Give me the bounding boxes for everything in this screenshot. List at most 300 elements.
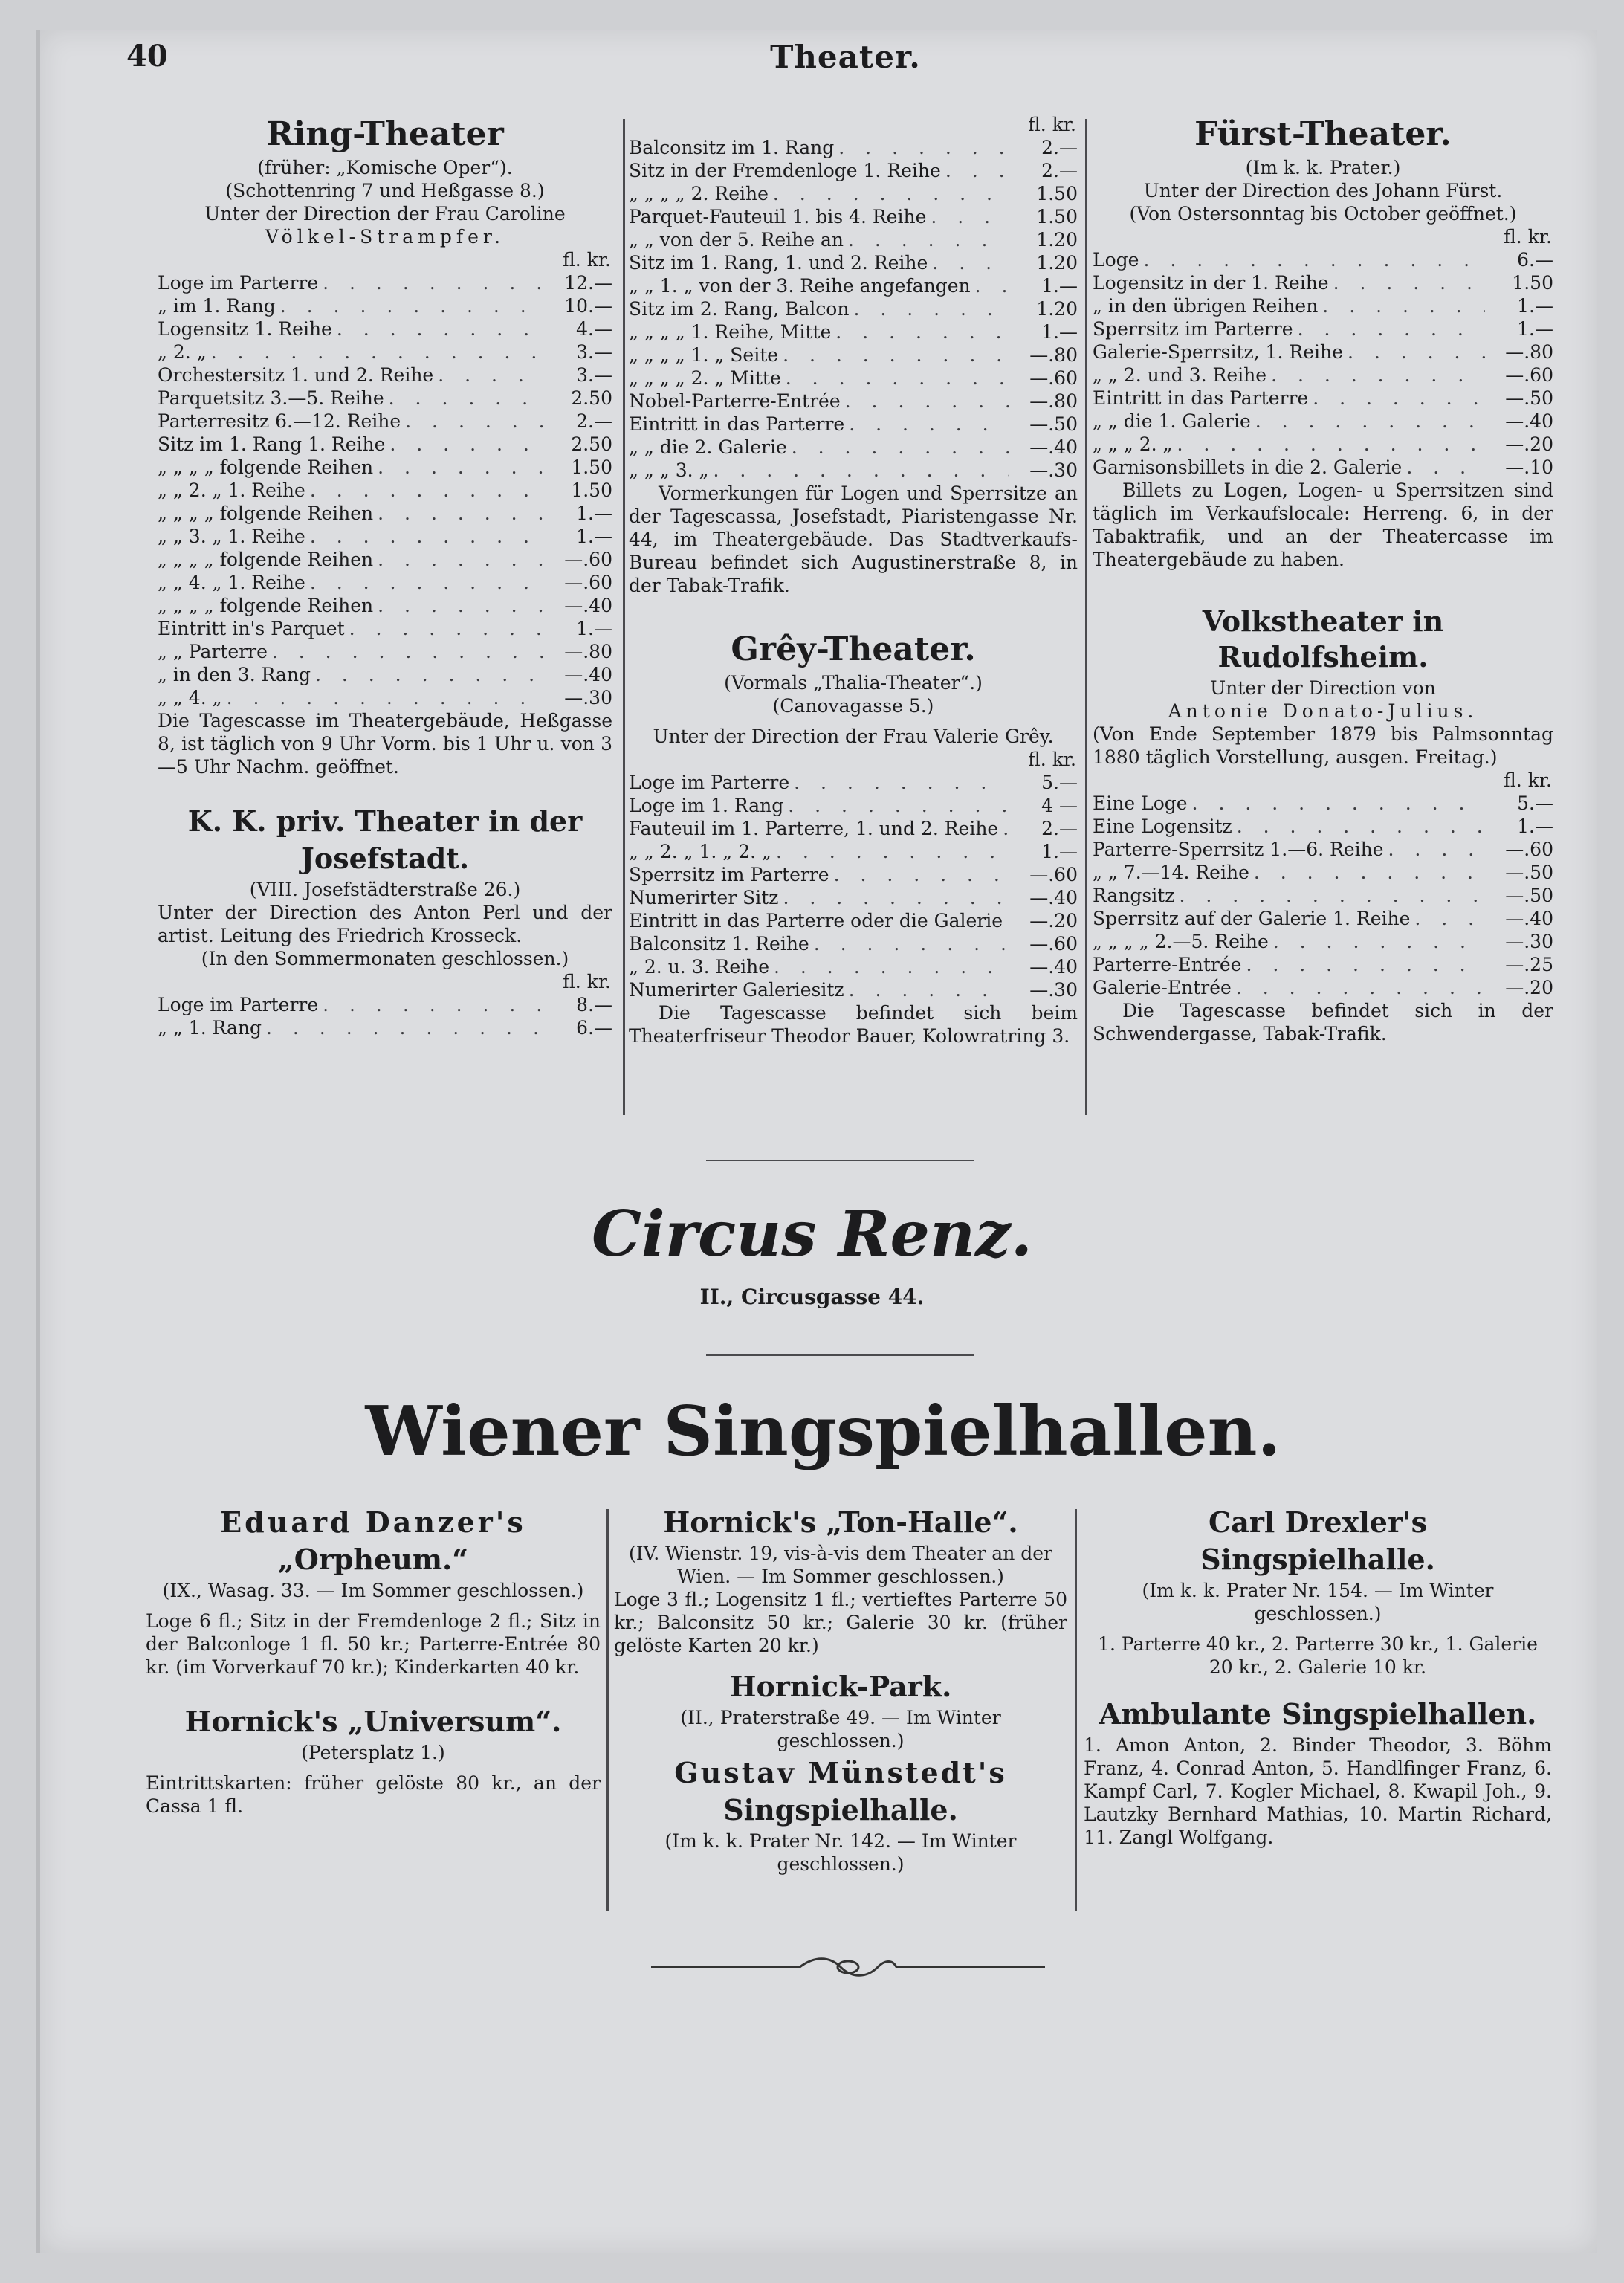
price-value: 5.— bbox=[1041, 772, 1078, 793]
leader-dots bbox=[788, 794, 1009, 817]
volks-row bbox=[1093, 976, 1553, 999]
ring-row bbox=[158, 640, 612, 663]
grey-row bbox=[629, 886, 1078, 909]
josef-row bbox=[158, 993, 612, 1016]
muenstedt-title: Gustav Münstedt's bbox=[674, 1756, 1007, 1789]
ornament-divider bbox=[651, 1952, 1045, 1982]
josef-row bbox=[158, 1016, 612, 1039]
josefstadt-season: (In den Sommermonaten geschlossen.) bbox=[201, 948, 569, 969]
price-label: Eine Logensitz bbox=[1093, 816, 1232, 837]
leader-dots bbox=[310, 525, 544, 548]
price-value: —.60 bbox=[1505, 839, 1553, 860]
price-value: 1.— bbox=[1517, 816, 1553, 837]
price-label: Sitz im 2. Rang, Balcon bbox=[629, 298, 850, 320]
ambulant-list: 1. Amon Anton, 2. Binder Theodor, 3. Böhm Franz, 4. Conrad Anton, 5. Handlfinger Franz, 6. Kampf Carl, 7. Kogler Michael, 8. Kwapil Joh., 9. Lautzky Bernhard Mathias, 10. Martin Richard, 11. Zangl Wolfgang. bbox=[1084, 1734, 1552, 1848]
leader-dots bbox=[1333, 271, 1485, 294]
leader-dots bbox=[310, 479, 544, 502]
price-value: 3.— bbox=[576, 341, 612, 363]
josefstadt-price-list bbox=[158, 993, 612, 1039]
leader-dots bbox=[838, 136, 1009, 159]
fuerst-row bbox=[1093, 364, 1553, 387]
volks-row bbox=[1093, 884, 1553, 907]
josefstadt-title-2: Josefstadt. bbox=[300, 842, 470, 875]
tonhalle-prices: Loge 3 fl.; Logensitz 1 fl.; vertieftes Parterre 50 kr.; Balconsitz 50 kr.; Galerie 30 kr. (früher gelöste Karten 20 kr.) bbox=[614, 1589, 1067, 1656]
price-label: Orchestersitz 1. und 2. Reihe bbox=[158, 364, 434, 386]
price-value: —.40 bbox=[1029, 956, 1078, 978]
fuerst-theater-title: Fürst-Theater. bbox=[1194, 115, 1452, 153]
ring-subtitle: (früher: „Komische Oper“). bbox=[257, 157, 513, 178]
leader-dots bbox=[792, 436, 1009, 459]
price-label: „ „ 3. „ 1. Reihe bbox=[158, 526, 305, 547]
price-label: Sperrsitz im Parterre bbox=[629, 864, 829, 885]
mid-row bbox=[629, 297, 1078, 320]
price-label: Numerirter Galeriesitz bbox=[629, 979, 844, 1001]
price-label: „ „ 7.—14. Reihe bbox=[1093, 862, 1249, 883]
josefstadt-booking-note: Vormerkungen für Logen und Sperrsitze an der Tagescassa, Josefstadt, Piaristengasse Nr. 44, im Theatergebäude. Das Stadtverkaufs-Bureau befindet sich Augustinerstraße 8, in der Tabak-Trafik. bbox=[629, 482, 1078, 596]
fuerst-row bbox=[1093, 294, 1553, 317]
price-value: —.60 bbox=[1029, 864, 1078, 885]
leader-dots bbox=[211, 340, 544, 364]
muenstedt-address: (Im k. k. Prater Nr. 142. — Im Winter geschlossen.) bbox=[664, 1830, 1017, 1875]
price-value: 1.— bbox=[576, 526, 612, 547]
grey-subtitle: (Vormals „Thalia-Theater“.) bbox=[724, 672, 983, 694]
grey-row bbox=[629, 978, 1078, 1001]
leader-dots bbox=[932, 251, 1009, 274]
column-rule bbox=[623, 119, 625, 1115]
price-value: —.40 bbox=[564, 595, 612, 616]
price-value: 2.50 bbox=[571, 433, 612, 455]
price-value: 12.— bbox=[564, 272, 612, 294]
price-label: Garnisonsbillets in die 2. Galerie bbox=[1093, 456, 1403, 478]
price-label: „ „ „ 2. „ bbox=[1093, 433, 1173, 455]
price-label: Rangsitz bbox=[1093, 885, 1175, 906]
ring-row bbox=[158, 502, 612, 525]
price-value: —.60 bbox=[564, 549, 612, 570]
leader-dots bbox=[1313, 387, 1485, 410]
mid-row bbox=[629, 136, 1078, 159]
price-value: 6.— bbox=[1517, 249, 1553, 271]
ring-row bbox=[158, 340, 612, 364]
fuerst-row bbox=[1093, 340, 1553, 364]
price-label: Sperrsitz auf der Galerie 1. Reihe bbox=[1093, 908, 1411, 929]
mid-row bbox=[629, 390, 1078, 413]
leader-dots bbox=[1255, 410, 1485, 433]
price-label: Numerirter Sitz bbox=[629, 887, 779, 908]
leader-dots bbox=[1298, 317, 1485, 340]
leader-dots bbox=[315, 663, 544, 686]
leader-dots bbox=[786, 366, 1009, 390]
price-value: —.80 bbox=[1029, 390, 1078, 412]
price-label: Parquet-Fauteuil 1. bis 4. Reihe bbox=[629, 206, 927, 227]
singspiel-middle-column bbox=[614, 1502, 1067, 1876]
leader-dots bbox=[1007, 909, 1009, 932]
leader-dots bbox=[849, 978, 1009, 1001]
orpheum-title: „Orpheum.“ bbox=[277, 1543, 469, 1576]
tonhalle-title: Hornick's „Ton-Halle“. bbox=[663, 1505, 1018, 1539]
circus-renz-title: Circus Renz. bbox=[591, 1197, 1033, 1270]
price-label: „ in den übrigen Reihen bbox=[1093, 295, 1319, 317]
price-unit-header: fl. kr. bbox=[563, 971, 611, 992]
grey-row bbox=[629, 771, 1078, 794]
leader-dots bbox=[845, 390, 1009, 413]
running-head: Theater. bbox=[770, 39, 921, 75]
price-value: 1.20 bbox=[1036, 252, 1078, 274]
price-label: Loge im Parterre bbox=[629, 772, 790, 793]
price-value: —.30 bbox=[1505, 931, 1553, 952]
drexler-address: (Im k. k. Prater Nr. 154. — Im Winter geschlossen.) bbox=[1142, 1580, 1494, 1624]
price-label: Parterre-Entrée bbox=[1093, 954, 1242, 975]
leader-dots bbox=[1348, 340, 1485, 364]
price-label: „ „ die 1. Galerie bbox=[1093, 410, 1251, 432]
price-value: —.10 bbox=[1505, 456, 1553, 478]
leader-dots bbox=[378, 502, 544, 525]
ring-row bbox=[158, 433, 612, 456]
price-label: Balconsitz 1. Reihe bbox=[629, 933, 809, 955]
price-value: 10.— bbox=[564, 295, 612, 317]
volkstheater-price-list bbox=[1093, 792, 1553, 999]
fuerst-season: (Von Ostersonntag bis October geöffnet.) bbox=[1129, 203, 1517, 225]
volks-row bbox=[1093, 907, 1553, 930]
price-label: Balconsitz im 1. Rang bbox=[629, 137, 835, 158]
drexler-subtitle: Singspielhalle. bbox=[1200, 1543, 1435, 1576]
price-value: 2.— bbox=[576, 410, 612, 432]
price-label: Parterre-Sperrsitz 1.—6. Reihe bbox=[1093, 839, 1384, 860]
price-value: —.30 bbox=[1029, 979, 1078, 1001]
mid-row bbox=[629, 159, 1078, 182]
leader-dots bbox=[310, 571, 544, 594]
price-value: —.40 bbox=[1029, 436, 1078, 458]
ring-address: (Schottenring 7 und Heßgasse 8.) bbox=[225, 180, 545, 201]
universum-address: (Petersplatz 1.) bbox=[301, 1742, 445, 1763]
fuerst-row bbox=[1093, 410, 1553, 433]
price-unit-header: fl. kr. bbox=[1504, 769, 1552, 791]
ring-row bbox=[158, 456, 612, 479]
price-value: 5.— bbox=[1517, 792, 1553, 814]
price-label: Nobel-Parterre-Entrée bbox=[629, 390, 841, 412]
josefstadt-direction: Unter der Direction des Anton Perl und der artist. Leitung des Friedrich Krosseck. bbox=[158, 902, 612, 946]
singspiel-right-column bbox=[1084, 1502, 1552, 1849]
josefstadt-title-1: K. K. priv. Theater in der bbox=[187, 804, 583, 838]
price-value: —.20 bbox=[1505, 433, 1553, 455]
price-value: 4 — bbox=[1041, 795, 1078, 816]
leader-dots bbox=[349, 617, 544, 640]
leader-dots bbox=[1177, 433, 1485, 456]
fuerst-row bbox=[1093, 433, 1553, 456]
mid-row bbox=[629, 182, 1078, 205]
ring-row bbox=[158, 410, 612, 433]
price-label: Sperrsitz im Parterre bbox=[1093, 318, 1293, 340]
mid-row bbox=[629, 274, 1078, 297]
price-label: „ „ „ „ folgende Reihen bbox=[158, 549, 374, 570]
fuerst-row bbox=[1093, 248, 1553, 271]
volkstheater-direction: Unter der Direction von bbox=[1210, 677, 1436, 699]
price-label: Eintritt in's Parquet bbox=[158, 618, 345, 639]
price-label: Parquetsitz 3.—5. Reihe bbox=[158, 387, 384, 409]
leader-dots bbox=[280, 294, 544, 317]
price-value: 3.— bbox=[576, 364, 612, 386]
orpheum-prices: Loge 6 fl.; Sitz in der Fremdenloge 2 fl.; Sitz in der Balconloge 1 fl. 50 kr.; Parterre-Entrée 80 kr. (im Vorverkauf 70 kr.); Kinderkarten 40 kr. bbox=[146, 1610, 601, 1678]
price-value: —.80 bbox=[564, 641, 612, 662]
price-label: Parterresitz 6.—12. Reihe bbox=[158, 410, 401, 432]
price-label: „ „ „ „ folgende Reihen bbox=[158, 595, 374, 616]
grey-row bbox=[629, 863, 1078, 886]
price-value: —.50 bbox=[1029, 413, 1078, 435]
price-label: Galerie-Entrée bbox=[1093, 977, 1232, 998]
price-value: 2.— bbox=[1041, 137, 1078, 158]
mid-row bbox=[629, 366, 1078, 390]
price-value: 2.— bbox=[1041, 818, 1078, 839]
ring-note: Die Tagescasse im Theatergebäude, Heßgasse 8, ist täglich von 9 Uhr Vorm. bis 1 Uhr u. von 3—5 Uhr Nachm. geöffnet. bbox=[158, 710, 612, 778]
leader-dots bbox=[848, 228, 1009, 251]
josefstadt-price-list-continued bbox=[629, 136, 1078, 482]
leader-dots bbox=[945, 159, 1009, 182]
ring-row bbox=[158, 317, 612, 340]
orpheum-address: (IX., Wasag. 33. — Im Sommer geschlossen.) bbox=[162, 1580, 584, 1601]
price-value: 1.50 bbox=[1512, 272, 1553, 294]
leader-dots bbox=[1179, 884, 1485, 907]
price-label: Eintritt in das Parterre bbox=[629, 413, 845, 435]
leader-dots bbox=[1254, 861, 1485, 884]
volks-row bbox=[1093, 838, 1553, 861]
volks-row bbox=[1093, 953, 1553, 976]
leader-dots bbox=[1273, 930, 1485, 953]
price-label: „ 2. u. 3. Reihe bbox=[629, 956, 770, 978]
leader-dots bbox=[1236, 976, 1485, 999]
ring-row bbox=[158, 617, 612, 640]
section-rule bbox=[706, 1160, 974, 1161]
danzer-title: Eduard Danzer's bbox=[220, 1505, 526, 1539]
ring-price-list bbox=[158, 271, 612, 709]
price-label: „ „ 2. „ 1. „ 2. „ bbox=[629, 841, 771, 862]
leader-dots bbox=[794, 771, 1009, 794]
mid-row bbox=[629, 251, 1078, 274]
ring-row bbox=[158, 571, 612, 594]
price-value: —.40 bbox=[1029, 887, 1078, 908]
leader-dots bbox=[774, 955, 1009, 978]
price-value: —.20 bbox=[1505, 977, 1553, 998]
price-label: Sitz in der Fremdenloge 1. Reihe bbox=[629, 160, 941, 181]
price-label: Fauteuil im 1. Parterre, 1. und 2. Reihe bbox=[629, 818, 999, 839]
hornick-park-title: Hornick-Park. bbox=[729, 1670, 952, 1703]
price-label: „ „ „ „ 2. „ Mitte bbox=[629, 367, 781, 389]
volkstheater-title: Volkstheater in Rudolfsheim. bbox=[1202, 604, 1444, 674]
section-rule bbox=[706, 1354, 974, 1356]
tonhalle-address: (IV. Wienstr. 19, vis-à-vis dem Theater an der Wien. — Im Sommer geschlossen.) bbox=[628, 1543, 1053, 1587]
mid-row bbox=[629, 205, 1078, 228]
price-value: —.80 bbox=[1505, 341, 1553, 363]
leader-dots bbox=[272, 640, 544, 663]
price-label: „ 2. „ bbox=[158, 341, 207, 363]
leader-dots bbox=[1246, 953, 1485, 976]
price-value: 1.20 bbox=[1036, 229, 1078, 251]
volkstheater-season: (Von Ende September 1879 bis Palmsonntag 1880 täglich Vorstellung, ausgen. Freitag.) bbox=[1093, 723, 1553, 768]
grey-note: Die Tagescasse befindet sich beim Theaterfriseur Theodor Bauer, Kolowratring 3. bbox=[629, 1002, 1078, 1047]
price-label: Eine Loge bbox=[1093, 792, 1188, 814]
ring-row bbox=[158, 387, 612, 410]
price-label: „ „ 4. „ bbox=[158, 687, 222, 708]
leader-dots bbox=[1003, 817, 1009, 840]
ring-row bbox=[158, 271, 612, 294]
price-label: „ „ 2. und 3. Reihe bbox=[1093, 364, 1267, 386]
leader-dots bbox=[1388, 838, 1485, 861]
mid-row bbox=[629, 228, 1078, 251]
price-value: —.25 bbox=[1505, 954, 1553, 975]
ring-director-name: Völkel-Strampfer. bbox=[265, 226, 505, 248]
price-label: Logensitz in der 1. Reihe bbox=[1093, 272, 1329, 294]
price-label: „ in den 3. Rang bbox=[158, 664, 311, 685]
price-value: 1.50 bbox=[571, 479, 612, 501]
column-rule bbox=[1075, 1509, 1077, 1911]
price-value: 1.50 bbox=[1036, 183, 1078, 204]
leader-dots bbox=[1406, 456, 1485, 479]
price-value: 8.— bbox=[576, 994, 612, 1015]
leader-dots bbox=[773, 182, 1009, 205]
price-value: —.80 bbox=[1029, 344, 1078, 366]
price-value: —.50 bbox=[1505, 862, 1553, 883]
leader-dots bbox=[389, 387, 544, 410]
mid-row bbox=[629, 320, 1078, 343]
muenstedt-subtitle: Singspielhalle. bbox=[723, 1793, 958, 1827]
leader-dots bbox=[1322, 294, 1485, 317]
volkstheater-note: Die Tagescasse befindet sich in der Schwendergasse, Tabak-Trafik. bbox=[1093, 1000, 1553, 1044]
universum-title: Hornick's „Universum“. bbox=[184, 1705, 562, 1738]
price-value: —.30 bbox=[1029, 459, 1078, 481]
leader-dots bbox=[835, 320, 1009, 343]
price-label: „ im 1. Rang bbox=[158, 295, 276, 317]
price-label: „ „ von der 5. Reihe an bbox=[629, 229, 844, 251]
ring-theater-title: Ring-Theater bbox=[266, 115, 504, 153]
volks-row bbox=[1093, 930, 1553, 953]
price-label: „ „ „ „ 2. Reihe bbox=[629, 183, 769, 204]
ring-row bbox=[158, 364, 612, 387]
column-rule bbox=[1085, 119, 1087, 1115]
leader-dots bbox=[1237, 815, 1485, 838]
leader-dots bbox=[1414, 907, 1485, 930]
price-value: 1.— bbox=[1041, 841, 1078, 862]
volks-row bbox=[1093, 792, 1553, 815]
price-value: —.50 bbox=[1505, 885, 1553, 906]
leader-dots bbox=[323, 993, 544, 1016]
price-value: 6.— bbox=[576, 1017, 612, 1039]
price-label: „ „ die 2. Galerie bbox=[629, 436, 787, 458]
mid-row bbox=[629, 413, 1078, 436]
middle-column bbox=[629, 113, 1078, 1047]
price-value: —.60 bbox=[1029, 367, 1078, 389]
page-header bbox=[126, 39, 1565, 83]
grey-row bbox=[629, 909, 1078, 932]
price-value: —.40 bbox=[1505, 908, 1553, 929]
ambulant-title: Ambulante Singspielhallen. bbox=[1099, 1697, 1537, 1731]
left-column bbox=[158, 112, 612, 1039]
price-label: „ „ 1. „ von der 3. Reihe angefangen bbox=[629, 275, 971, 297]
fuerst-row bbox=[1093, 387, 1553, 410]
leader-dots bbox=[853, 297, 1009, 320]
josefstadt-address: (VIII. Josefstädterstraße 26.) bbox=[249, 879, 521, 900]
price-unit-header: fl. kr. bbox=[1028, 749, 1076, 770]
ring-row bbox=[158, 686, 612, 709]
price-label: „ „ Parterre bbox=[158, 641, 268, 662]
ring-row bbox=[158, 594, 612, 617]
price-label: Sitz im 1. Rang, 1. und 2. Reihe bbox=[629, 252, 928, 274]
ring-row bbox=[158, 479, 612, 502]
drexler-prices: 1. Parterre 40 kr., 2. Parterre 30 kr., 1. Galerie 20 kr., 2. Galerie 10 kr. bbox=[1098, 1633, 1538, 1678]
leader-dots bbox=[975, 274, 1009, 297]
leader-dots bbox=[323, 271, 544, 294]
grey-row bbox=[629, 817, 1078, 840]
hornick-park-address: (II., Praterstraße 49. — Im Winter geschlossen.) bbox=[680, 1707, 1001, 1751]
fuerst-price-list bbox=[1093, 248, 1553, 479]
right-column bbox=[1093, 112, 1553, 1045]
drexler-title: Carl Drexler's bbox=[1208, 1505, 1428, 1539]
leader-dots bbox=[849, 413, 1009, 436]
price-value: 1.— bbox=[576, 503, 612, 524]
leader-dots bbox=[1192, 792, 1485, 815]
price-value: —.30 bbox=[564, 687, 612, 708]
price-label: „ „ „ „ 2.—5. Reihe bbox=[1093, 931, 1269, 952]
price-value: 4.— bbox=[576, 318, 612, 340]
price-unit-header: fl. kr. bbox=[563, 249, 611, 271]
fuerst-direction: Unter der Direction des Johann Fürst. bbox=[1143, 180, 1503, 201]
leader-dots bbox=[931, 205, 1009, 228]
price-label: Sitz im 1. Rang 1. Reihe bbox=[158, 433, 386, 455]
leader-dots bbox=[438, 364, 544, 387]
leader-dots bbox=[405, 410, 544, 433]
grey-row bbox=[629, 794, 1078, 817]
price-label: Logensitz 1. Reihe bbox=[158, 318, 332, 340]
fuerst-row bbox=[1093, 317, 1553, 340]
grey-row bbox=[629, 932, 1078, 955]
price-value: 1.— bbox=[576, 618, 612, 639]
grey-theater-title: Grêy-Theater. bbox=[731, 630, 976, 668]
price-value: 1.— bbox=[1517, 295, 1553, 317]
price-label: „ „ „ „ folgende Reihen bbox=[158, 503, 374, 524]
price-value: 1.— bbox=[1041, 275, 1078, 297]
price-value: 1.20 bbox=[1036, 298, 1078, 320]
price-label: „ „ „ „ 1. Reihe, Mitte bbox=[629, 321, 832, 343]
leader-dots bbox=[713, 459, 1009, 482]
leader-dots bbox=[378, 548, 544, 571]
price-label: Loge bbox=[1093, 249, 1139, 271]
leader-dots bbox=[389, 433, 544, 456]
fuerst-note: Billets zu Logen, Logen- u Sperrsitzen sind täglich im Verkaufslocale: Herreng. 6, in der Tabaktrafik, und an der Theatercasse im Theatergebäude zu haben. bbox=[1093, 479, 1553, 570]
leader-dots bbox=[834, 863, 1009, 886]
fuerst-subtitle: (Im k. k. Prater.) bbox=[1245, 157, 1401, 178]
price-label: „ „ 1. Rang bbox=[158, 1017, 262, 1039]
price-value: —.60 bbox=[1505, 364, 1553, 386]
grey-row bbox=[629, 955, 1078, 978]
price-value: —.60 bbox=[1029, 933, 1078, 955]
leader-dots bbox=[783, 343, 1009, 366]
mid-row bbox=[629, 459, 1078, 482]
price-label: Loge im 1. Rang bbox=[629, 795, 784, 816]
column-rule bbox=[606, 1509, 609, 1911]
leader-dots bbox=[1271, 364, 1485, 387]
price-value: 1.50 bbox=[571, 456, 612, 478]
grey-row bbox=[629, 840, 1078, 863]
price-value: —.60 bbox=[564, 572, 612, 593]
price-label: Eintritt in das Parterre oder die Galerie bbox=[629, 910, 1003, 931]
ring-row bbox=[158, 294, 612, 317]
leader-dots bbox=[378, 594, 544, 617]
leader-dots bbox=[814, 932, 1009, 955]
price-label: „ „ „ „ folgende Reihen bbox=[158, 456, 374, 478]
ring-direction: Unter der Direction der Frau Caroline bbox=[204, 203, 566, 225]
price-label: „ „ 2. „ 1. Reihe bbox=[158, 479, 305, 501]
leader-dots bbox=[783, 886, 1009, 909]
ring-row bbox=[158, 525, 612, 548]
price-value: —.40 bbox=[564, 664, 612, 685]
price-label: „ „ „ „ 1. „ Seite bbox=[629, 344, 779, 366]
